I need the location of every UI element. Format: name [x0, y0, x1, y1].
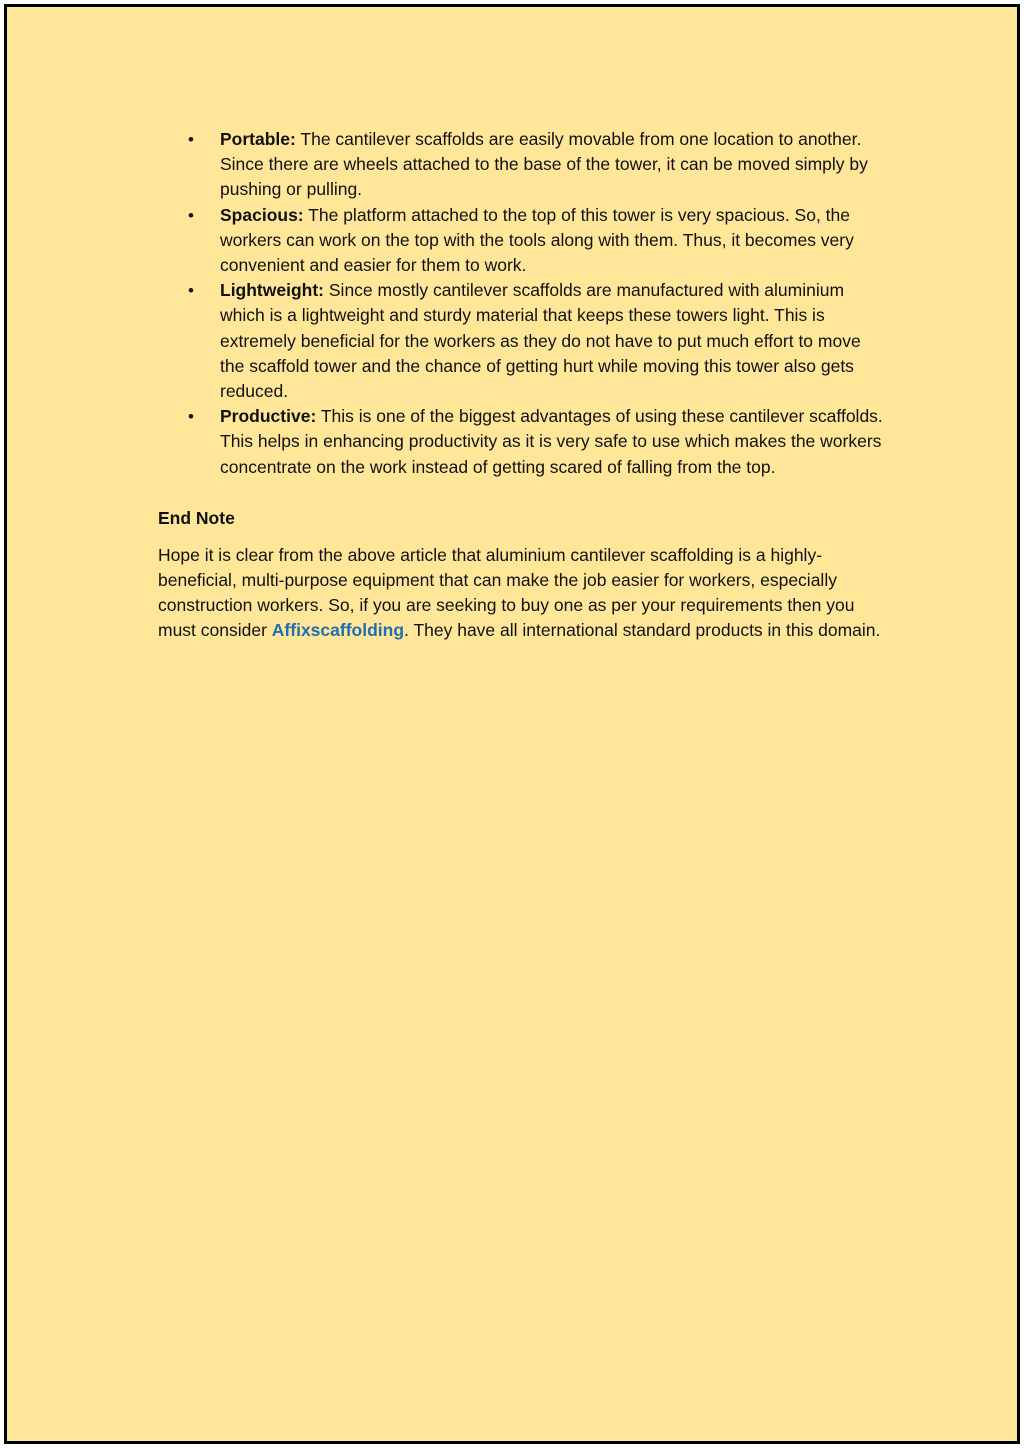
affixscaffolding-link[interactable]: Affixscaffolding — [271, 620, 405, 641]
list-item-term: Lightweight: — [220, 280, 325, 301]
document-page — [4, 4, 1020, 1444]
list-item-text: Since mostly cantilever scaffolds are manufactured with aluminium which is a lightweight and sturdy material that keeps these towers light. This is extremely beneficial for the workers as they do not have to put much effort to move the scaffold tower and the chance of getting hurt while moving this tower also gets reduced. — [220, 280, 861, 402]
advantages-list — [158, 127, 883, 480]
list-item-text: The cantilever scaffolds are easily movable from one location to another. Since there are wheels attached to the base of the tower, it can be moved simply by pushing or pulling. — [220, 129, 868, 200]
list-item-term: Spacious: — [220, 204, 304, 225]
list-item-productive — [158, 404, 883, 480]
bullet-icon: • — [188, 281, 194, 301]
list-item-term: Portable: — [220, 129, 296, 149]
page-content — [158, 127, 883, 644]
end-note-heading: End Note — [158, 507, 235, 528]
end-note-text: Hope it is clear from the above article that aluminium cantilever scaffolding is a highly-beneficial, multi-purpose equipment that can make the job easier for workers, especially construction workers. So, if you are seeking to buy one as per your requirements then you must consider — [158, 544, 855, 641]
end-note-text-after: . They have all international standard products in this domain. — [404, 620, 881, 641]
list-item-text: This is one of the biggest advantages of using these cantilever scaffolds. This helps in enhancing productivity as it is very safe to use which makes the workers concentrate on the work instead of getting scared of falling from the top. — [220, 406, 883, 477]
list-item-portable — [158, 127, 883, 203]
list-item-term: Productive: — [220, 406, 317, 427]
end-note-paragraph — [158, 543, 883, 644]
list-item-text: The platform attached to the top of this tower is very spacious. So, the workers can work on the top with the tools along with them. Thus, it becomes very convenient and easier for them to work. — [220, 204, 854, 276]
bullet-icon: • — [188, 130, 194, 149]
bullet-icon: • — [188, 205, 194, 225]
list-item-spacious — [158, 203, 883, 279]
bullet-icon: • — [188, 407, 194, 427]
list-item-lightweight — [158, 278, 883, 404]
